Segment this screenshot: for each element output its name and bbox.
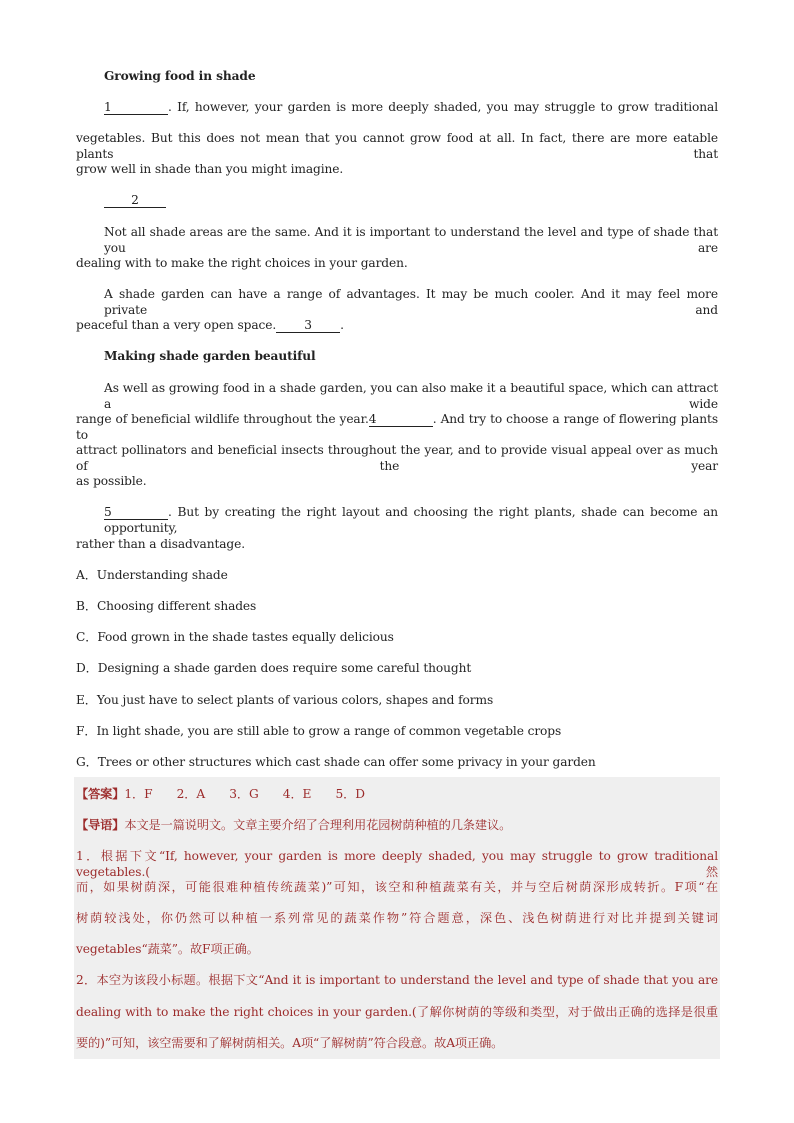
guide-line: 【导语】本文是一篇说明文。文章主要介绍了合理利用花园树荫种植的几条建议。	[76, 818, 512, 832]
paragraph-2-line-1	[104, 192, 718, 208]
paragraph-1-line-2: vegetables. But this does not mean that you cannot grow food at all. In fact, there are more eatable plants that	[76, 131, 718, 161]
paragraph-6-line-2: rather than a disadvantage.	[76, 537, 246, 551]
paragraph-4-line-1: A shade garden can have a range of advantages. It may be much cooler. And it may feel more private and	[104, 287, 718, 317]
heading-making-beautiful: Making shade garden beautiful	[104, 349, 316, 363]
option-e[interactable]: E．You just have to select plants of various colors, shapes and forms	[76, 693, 494, 707]
option-f[interactable]: F．In light shade, you are still able to grow a range of common vegetable crops	[76, 724, 562, 738]
paragraph-3-line-1: Not all shade areas are the same. And it is important to understand the level and type of shade that you are	[104, 225, 718, 255]
answer-tag: 【答案】	[76, 787, 125, 801]
paragraph-1-line-1: 1 . If, however, your garden is more deeply shaded, you may struggle to grow traditional	[104, 100, 718, 114]
paragraph-5-line-4: as possible.	[76, 474, 147, 488]
explanation-1-line-1: 1．根据下文“If, however, your garden is more deeply shaded, you may struggle to grow traditional vegetables.(然	[76, 849, 718, 879]
paragraph-5-line-2: range of beneficial wildlife throughout the year.4 . And try to choose a range of flowering plants to	[76, 412, 718, 442]
explanation-2-line-2: dealing with to make the right choices in your garden.(了解你树荫的等级和类型，对于做出正确的选择是很重	[76, 1005, 718, 1019]
blank-1[interactable]: 1	[104, 100, 168, 115]
blank-4[interactable]: 4	[369, 412, 433, 427]
option-a[interactable]: A．Understanding shade	[76, 568, 228, 582]
guide-tag: 【导语】	[76, 818, 125, 832]
paragraph-4-line-2: peaceful than a very open space. 3 .	[76, 318, 344, 332]
blank-3[interactable]: 3	[276, 318, 340, 333]
explanation-2-line-3: 要的)”可知，该空需要和了解树荫相关。A项“了解树荫”符合段意。故A项正确。	[76, 1036, 504, 1050]
paragraph-5-line-3: attract pollinators and beneficial insects throughout the year, and to provide visual appeal over as much of the year	[76, 443, 718, 473]
option-g[interactable]: G．Trees or other structures which cast shade can offer some privacy in your garden	[76, 755, 596, 769]
explanation-2-line-1: 2．本空为该段小标题。根据下文“And it is important to understand the level and type of shade that you are	[76, 973, 718, 987]
paragraph-5-line-1: As well as growing food in a shade garden, you can also make it a beautiful space, which can attract a wide	[104, 381, 718, 411]
answer-keys: 【答案】1．F 2．A 3．G 4．E 5．D	[76, 787, 365, 801]
paragraph-3-line-2: dealing with to make the right choices in your garden.	[76, 256, 408, 270]
paragraph-1-line-3: grow well in shade than you might imagine.	[76, 162, 344, 176]
paragraph-6-line-1: 5 . But by creating the right layout and choosing the right plants, shade can become an opportunity,	[104, 505, 718, 535]
explanation-1-line-2: 而，如果树荫深，可能很难种植传统蔬菜)”可知，该空和种植蔬菜有关，并与空后树荫深形成转折。F项“在	[76, 880, 718, 894]
option-d[interactable]: D．Designing a shade garden does require some careful thought	[76, 661, 472, 675]
explanation-1-line-4: vegetables“蔬菜”。故F项正确。	[76, 942, 259, 956]
option-c[interactable]: C．Food grown in the shade tastes equally delicious	[76, 630, 394, 644]
blank-2[interactable]: 2	[104, 193, 166, 208]
explanation-1-line-3: 树荫较浅处，你仍然可以种植一系列常见的蔬菜作物”符合题意，深色、浅色树荫进行对比并提到关键词	[76, 911, 718, 925]
option-b[interactable]: B．Choosing different shades	[76, 599, 257, 613]
heading-growing-food: Growing food in shade	[104, 69, 256, 83]
blank-5[interactable]: 5	[104, 505, 168, 520]
